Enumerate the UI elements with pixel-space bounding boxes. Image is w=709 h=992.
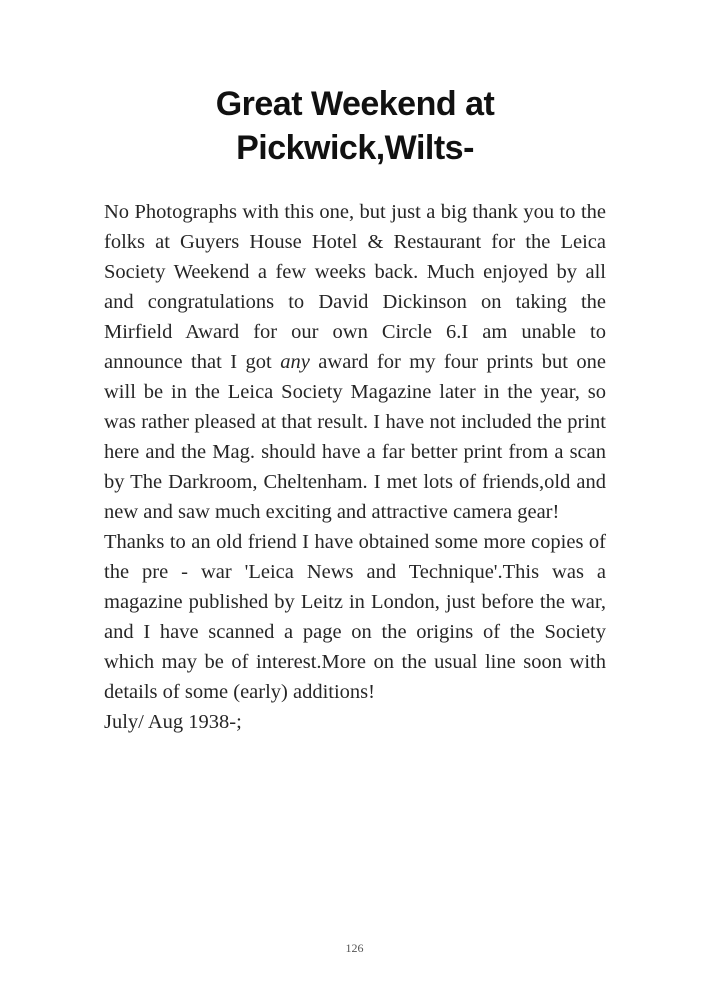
paragraph-1-text-b: award for my four prints but one will be in the Leica Society Magazine later in the year, so was rather pleased at that result. I have not included the print here and the Mag. should have a far better print from a scan by The Darkroom, Cheltenham. I met lots of friends,old and new and saw much exciting and attractive camera gear! — [104, 351, 606, 523]
title-line-2: Pickwick,Wilts- — [236, 129, 474, 167]
article-body — [104, 197, 606, 737]
page-title — [104, 82, 606, 170]
paragraph-2: Thanks to an old friend I have obtained some more copies of the pre - war 'Leica News and Technique'.This was a magazine published by Leitz in London, just before the war, and I have scanned a page on the origins of the Society which may be of interest.More on the usual line soon with details of some (early) additions! — [104, 531, 606, 703]
date-signoff: July/ Aug 1938-; — [104, 711, 242, 733]
paragraph-1 — [104, 197, 606, 527]
paragraph-1-text-a: No Photographs with this one, but just a big thank you to the folks at Guyers House Hotel & Restaurant for the Leica Society Weekend a few weeks back. Much enjoyed by all and congratulations to David Dickinson on taking the Mirfield Award for our own Circle 6.I am unable to announce that I got — [104, 201, 606, 373]
page-number: 126 — [345, 941, 364, 955]
title-line-1: Great Weekend at — [215, 85, 495, 123]
emphasis-any: any — [280, 351, 310, 373]
